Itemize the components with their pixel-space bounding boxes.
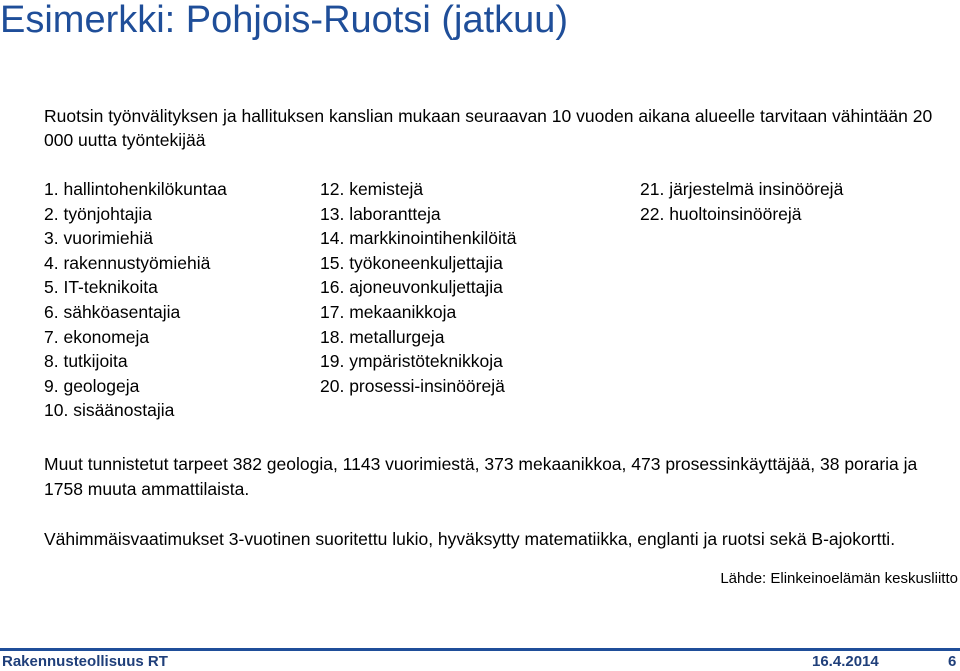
list-item: 10. sisäänostajia bbox=[44, 400, 175, 421]
list-item: 9. geologeja bbox=[44, 375, 140, 396]
other-needs-paragraph: Muut tunnistetut tarpeet 382 geologia, 1143 vuorimiestä, 373 mekaanikkoa, 473 prosessinkäyttäjää, 38 poraria ja 1758 muuta ammattilaista. bbox=[44, 454, 918, 499]
list-item: 18. metallurgeja bbox=[320, 326, 445, 347]
slide-title: Esimerkki: Pohjois-Ruotsi (jatkuu) bbox=[0, 0, 569, 41]
page-number: 6 bbox=[948, 653, 957, 670]
requirements-paragraph: Vähimmäisvaatimukset 3-vuotinen suoritettu lukio, hyväksytty matematiikka, englanti ja ruotsi sekä B-ajokortti. bbox=[44, 529, 896, 549]
footer-organization: Rakennusteollisuus RT bbox=[2, 653, 168, 670]
list-item: 13. laborantteja bbox=[320, 203, 441, 224]
footer-divider bbox=[0, 648, 960, 651]
list-item: 6. sähköasentajia bbox=[44, 301, 181, 322]
list-item: 17. mekaanikkoja bbox=[320, 301, 457, 322]
list-item: 3. vuorimiehiä bbox=[44, 228, 153, 249]
list-item: 4. rakennustyömiehiä bbox=[44, 252, 211, 273]
list-item: 22. huoltoinsinöörejä bbox=[640, 203, 802, 224]
occupation-list-column-1 bbox=[44, 177, 227, 423]
list-item: 21. järjestelmä insinöörejä bbox=[640, 179, 844, 199]
list-item: 20. prosessi-insinöörejä bbox=[320, 375, 505, 396]
list-item: 8. tutkijoita bbox=[44, 351, 128, 372]
footer-date: 16.4.2014 bbox=[812, 653, 879, 670]
intro-text: Ruotsin työnvälityksen ja hallituksen kanslian mukaan seuraavan 10 vuoden aikana alueelle tarvitaan vähintään 20 000 uutta työntekijää bbox=[44, 106, 933, 150]
occupation-list-column-2 bbox=[320, 177, 517, 398]
list-item: 1. hallintohenkilökuntaa bbox=[44, 179, 227, 199]
source-note: Lähde: Elinkeinoelämän keskusliitto bbox=[720, 570, 958, 587]
list-item: 5. IT-teknikoita bbox=[44, 277, 158, 298]
list-item: 16. ajoneuvonkuljettajia bbox=[320, 277, 503, 298]
occupation-list-column-3 bbox=[640, 177, 843, 226]
list-item: 14. markkinointihenkilöitä bbox=[320, 228, 517, 249]
list-item: 7. ekonomeja bbox=[44, 326, 150, 347]
list-item: 2. työnjohtajia bbox=[44, 203, 152, 224]
list-item: 12. kemistejä bbox=[320, 179, 424, 199]
list-item: 19. ympäristöteknikkoja bbox=[320, 351, 503, 372]
list-item: 15. työkoneenkuljettajia bbox=[320, 252, 503, 273]
